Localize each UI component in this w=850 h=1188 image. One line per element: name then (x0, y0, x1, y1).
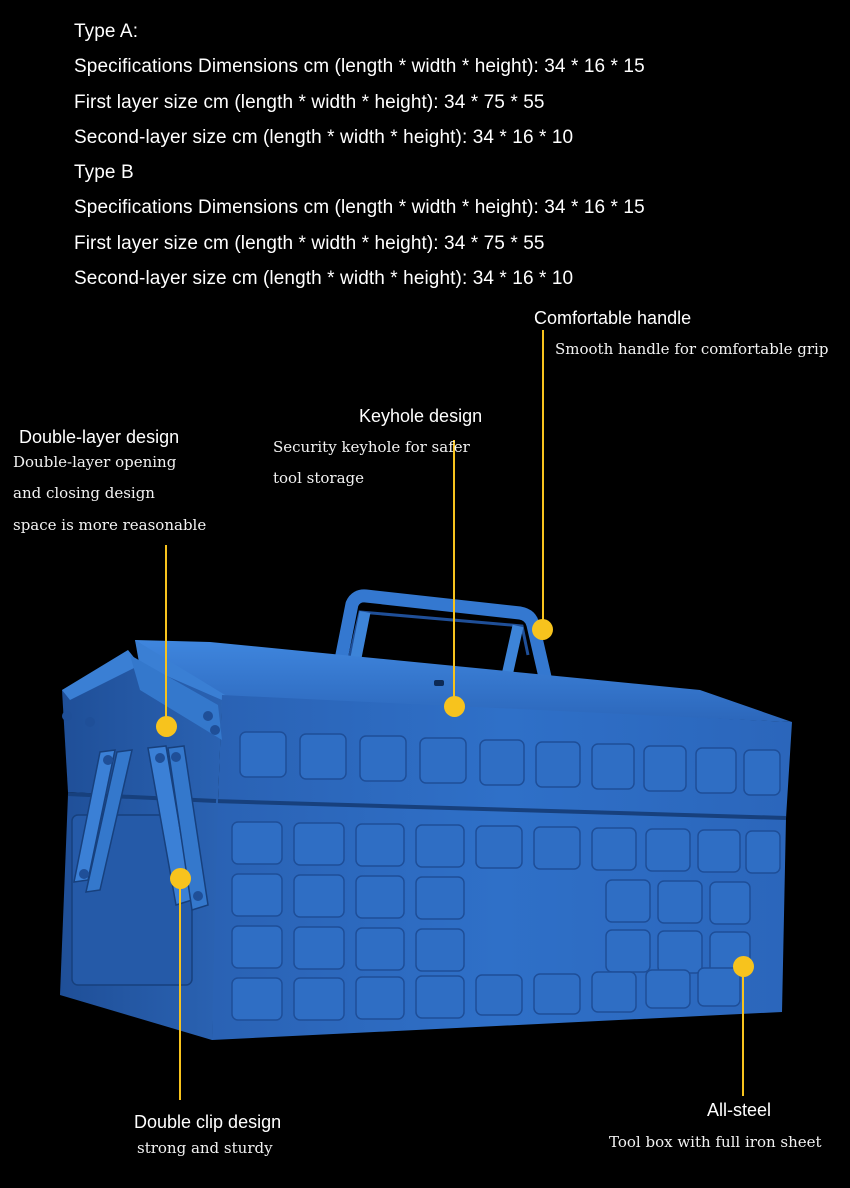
spec-type-b-heading: Type B (74, 162, 134, 184)
spec-type-b-second-layer: Second-layer size cm (length * width * height): 34 * 16 * 10 (74, 268, 574, 290)
spec-type-a-heading: Type A: (74, 21, 139, 42)
handle-marker-dot (532, 619, 553, 640)
keyhole-marker-dot (444, 696, 465, 717)
clip-marker-dot (170, 868, 191, 889)
spec-type-b-first-layer: First layer size cm (length * width * height): 34 * 75 * 55 (74, 232, 545, 254)
double-layer-callout-line (165, 545, 167, 725)
steel-callout-title: All-steel (707, 1100, 772, 1120)
steel-callout-line (742, 968, 744, 1096)
double-layer-callout-desc-line3: space is more reasonable (13, 516, 207, 534)
handle-callout-title: Comfortable handle (534, 308, 692, 328)
clip-callout-line (179, 880, 181, 1100)
keyhole-callout-line (453, 440, 455, 705)
double-layer-callout-title: Double-layer design (19, 427, 180, 447)
spec-type-b-dimensions: Specifications Dimensions cm (length * width * height): 34 * 16 * 15 (74, 197, 645, 219)
keyhole-callout-title: Keyhole design (359, 406, 483, 426)
clip-callout-title: Double clip design (134, 1112, 282, 1132)
double-layer-callout-desc-line1: Double-layer opening (13, 453, 177, 471)
steel-marker-dot (733, 956, 754, 977)
spec-type-a-dimensions: Specifications Dimensions cm (length * width * height): 34 * 16 * 15 (74, 56, 645, 78)
keyhole-callout-desc-line2: tool storage (273, 469, 365, 487)
spec-type-a-first-layer: First layer size cm (length * width * height): 34 * 75 * 55 (74, 91, 545, 113)
spec-type-a-second-layer: Second-layer size cm (length * width * height): 34 * 16 * 10 (74, 126, 574, 148)
double-layer-marker-dot (156, 716, 177, 737)
double-layer-callout-desc-line2: and closing design (13, 484, 155, 502)
keyhole-callout-desc-line1: Security keyhole for safer (273, 438, 470, 456)
clip-callout-desc: strong and sturdy (137, 1139, 273, 1157)
steel-callout-desc: Tool box with full iron sheet (609, 1133, 822, 1151)
handle-callout-line (542, 330, 544, 630)
handle-callout-desc: Smooth handle for comfortable grip (555, 340, 829, 358)
